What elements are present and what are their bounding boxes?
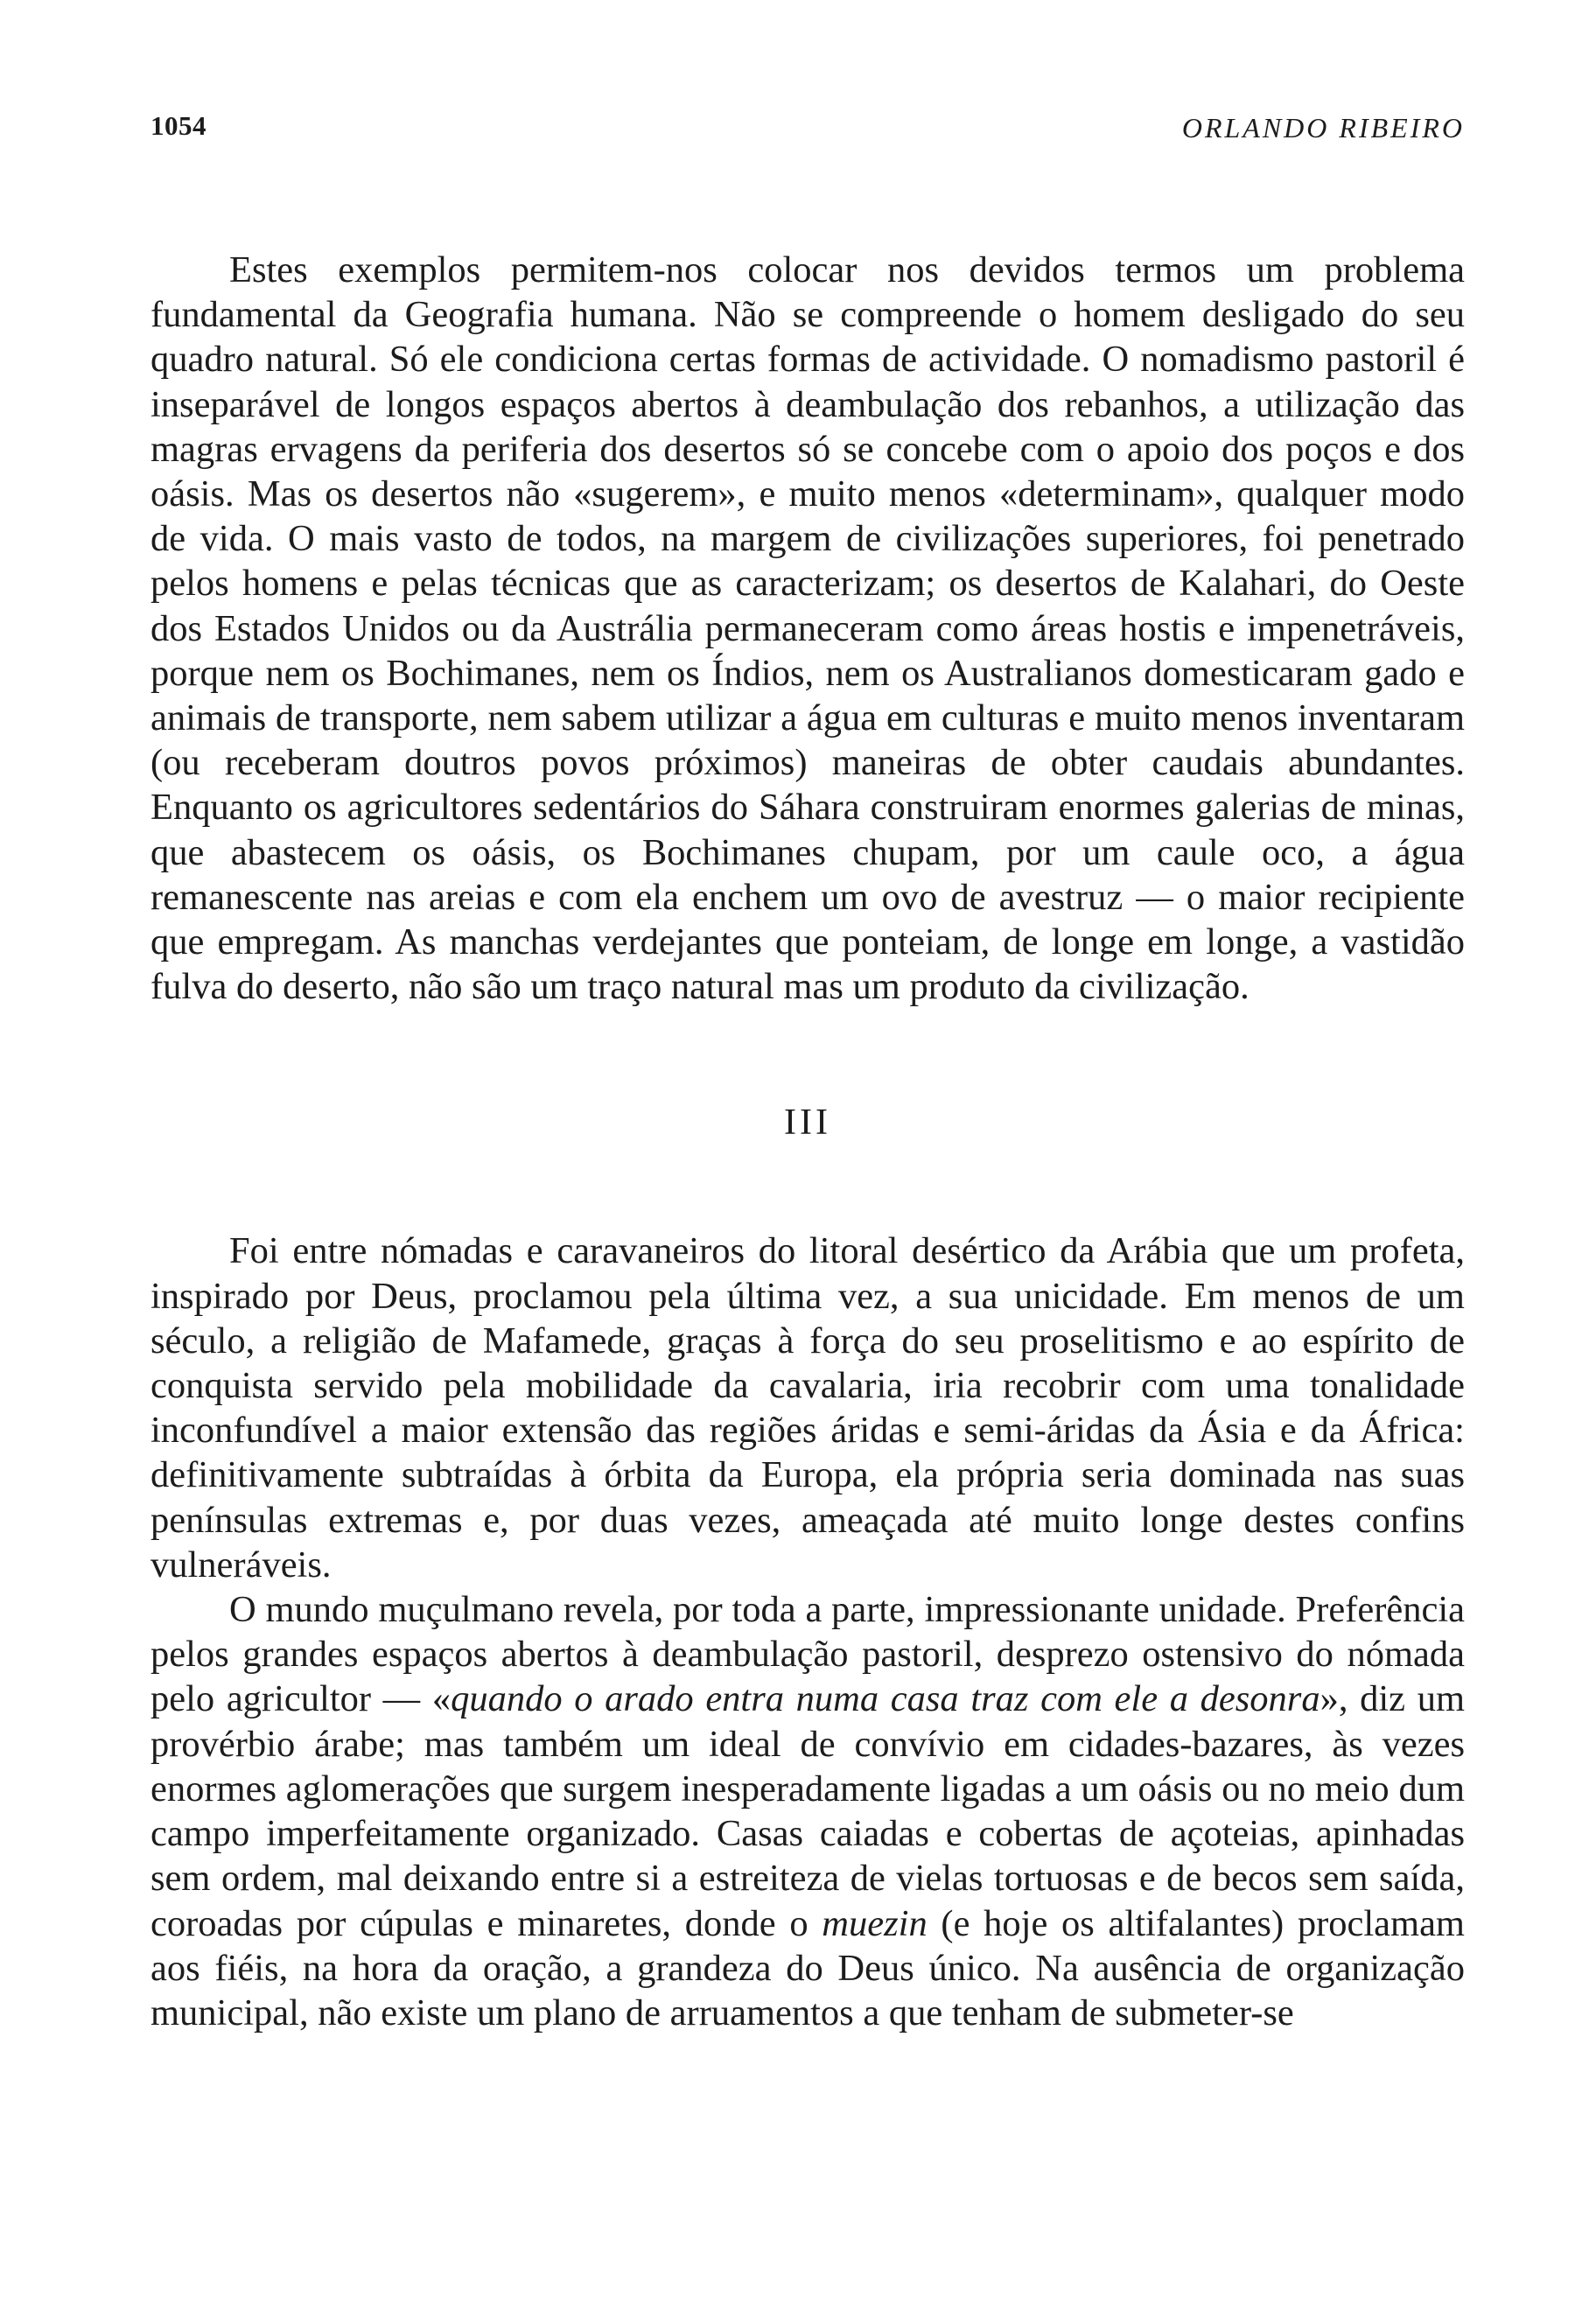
running-head bbox=[150, 105, 1465, 158]
running-title: ORLANDO RIBEIRO bbox=[1181, 112, 1465, 144]
body-text bbox=[150, 248, 1465, 1009]
paragraph-3-part-a: O mundo muçulmano revela, por toda a parte, impressionante unidade. Preferência pelos grandes espaços abertos à deambulação pastoril, desprezo ostensivo do nómada pelo agricultor — « bbox=[150, 1589, 1465, 1720]
paragraph-3-part-b: », diz um provérbio árabe; mas também um ideal de convívio em cidades-bazares, às vezes enormes aglomerações que surgem inesperadamente ligadas a um oásis ou no meio dum campo imperfeitamente organizado. Casas caiadas e cobertas de açoteias, apinhadas sem ordem, mal deixando entre si a estreiteza de vielas tortuosas e de becos sem saída, coroadas por cúpulas e minaretes, donde o bbox=[150, 1678, 1465, 1944]
paragraph-1: Estes exemplos permitem-nos colocar nos devidos termos um problema fundamental da Geografia humana. Não se compreende o homem desligado do seu quadro natural. Só ele condiciona certas formas de actividade. O nomadismo pastoril é inseparável de longos espaços abertos à deambulação dos rebanhos, a utilização das magras ervagens da periferia dos desertos só se concebe com o apoio dos poços e dos oásis. Mas os desertos não «sugerem», e muito menos «determinam», qualquer modo de vida. O mais vasto de todos, na margem de civilizações superiores, foi penetrado pelos homens e pelas técnicas que as caracterizam; os desertos de Kalahari, do Oeste dos Estados Unidos ou da Austrália permaneceram como áreas hostis e impenetráveis, porque nem os Bochimanes, nem os Índios, nem os Australianos domesticaram gado e animais de transporte, nem sabem utilizar a água em culturas e muito menos inventaram (ou receberam doutros povos próximos) maneiras de obter caudais abundantes. Enquanto os agricultores sedentários do Sáhara construiram enormes galerias de minas, que abastecem os oásis, os Bochimanes chupam, por um caule oco, a água remanescente nas areias e com ela enchem um ovo de avestruz — o maior recipiente que empregam. As manchas verdejantes que ponteiam, de longe em longe, a vastidão fulva do deserto, não são um traço natural mas um produto da civilização. bbox=[150, 249, 1465, 1008]
book-page bbox=[150, 105, 1465, 2035]
section-heading: III bbox=[784, 1102, 831, 1144]
page-number: 1054 bbox=[150, 110, 206, 141]
paragraph-2: Foi entre nómadas e caravaneiros do litoral desértico da Arábia que um profeta, inspirado por Deus, proclamou pela última vez, a sua unicidade. Em menos de um século, a religião de Mafamede, graças à força do seu proselitismo e ao espírito de conquista servido pela mobilidade da cavalaria, iria recobrir com uma tonalidade inconfundível a maior extensão das regiões áridas e semi-áridas da Ásia e da África: definitivamente subtraídas à órbita da Europa, ela própria seria dominada nas suas penínsulas extremas e, por duas vezes, ameaçada até muito longe destes confins vulneráveis. bbox=[150, 1230, 1465, 1586]
paragraph-3 bbox=[150, 1587, 1465, 2035]
proverb-quote: quando o arado entra numa casa traz com ele a desonra bbox=[451, 1678, 1320, 1720]
body-text-section-3 bbox=[150, 1228, 1465, 2035]
paragraph-3-part-c: (e hoje os altifalantes) proclamam aos fiéis, na hora da oração, a grandeza do Deus único. Na ausência de organização municipal, não existe um plano de arruamentos a que tenham de submeter-se bbox=[150, 1902, 1465, 2034]
muezin-term: muezin bbox=[822, 1902, 928, 1944]
